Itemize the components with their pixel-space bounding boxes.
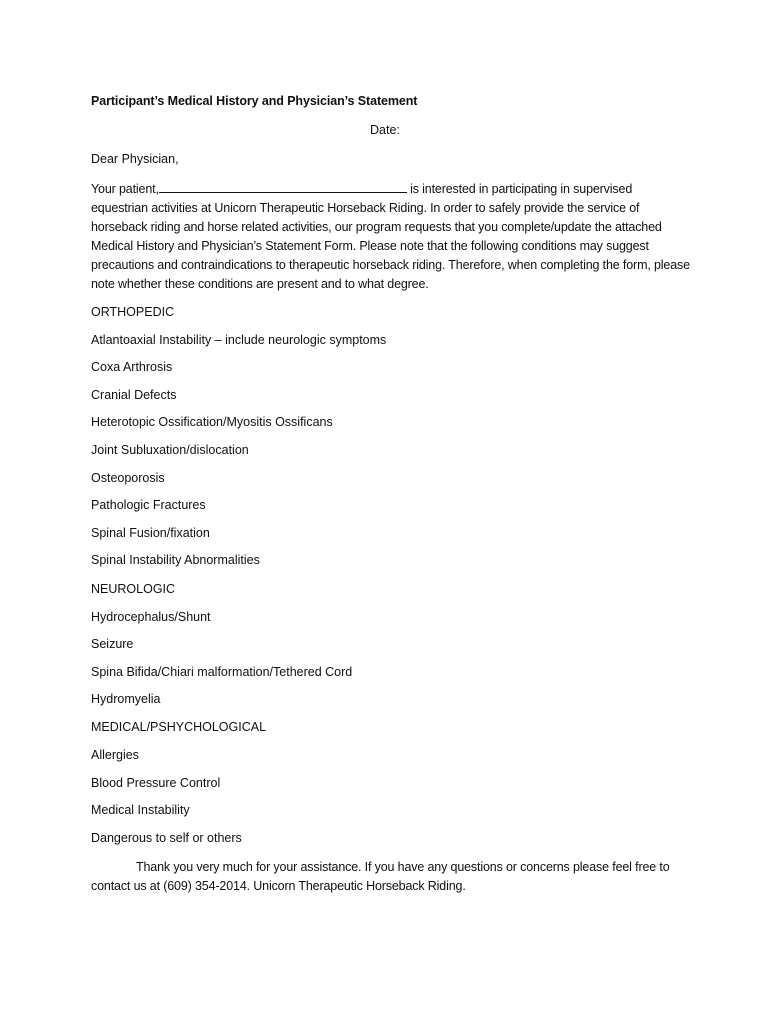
condition-item: Pathologic Fractures: [91, 498, 206, 512]
section-heading-orthopedic: ORTHOPEDIC: [91, 305, 175, 319]
condition-item: Osteoporosis: [91, 471, 165, 485]
greeting: Dear Physician,: [91, 152, 179, 166]
document-title: Participant’s Medical History and Physician’s Statement: [91, 94, 418, 108]
intro-paragraph: [91, 180, 691, 294]
condition-item: Seizure: [91, 637, 134, 651]
condition-item: Dangerous to self or others: [91, 831, 242, 845]
condition-item: Coxa Arthrosis: [91, 360, 173, 374]
condition-item: Spina Bifida/Chiari malformation/Tethered Cord: [91, 665, 353, 679]
condition-item: Heterotopic Ossification/Myositis Ossificans: [91, 415, 333, 429]
intro-text-start: Your patient,: [91, 182, 159, 196]
closing-paragraph: [91, 858, 691, 896]
condition-item: Medical Instability: [91, 803, 190, 817]
condition-item: Blood Pressure Control: [91, 776, 221, 790]
patient-name-blank: [159, 181, 407, 193]
section-heading-medical: MEDICAL/PSHYCHOLOGICAL: [91, 720, 267, 734]
condition-item: Joint Subluxation/dislocation: [91, 443, 249, 457]
section-heading-neurologic: NEUROLOGIC: [91, 582, 176, 596]
condition-item: Spinal Instability Abnormalities: [91, 553, 260, 567]
closing-text: Thank you very much for your assistance. If you have any questions or concerns please feel free to contact us at (609) 354-2014. Unicorn Therapeutic Horseback Riding.: [91, 860, 670, 893]
condition-item: Spinal Fusion/fixation: [91, 526, 210, 540]
condition-item: Hydrocephalus/Shunt: [91, 610, 211, 624]
condition-item: Cranial Defects: [91, 388, 177, 402]
condition-item: Atlantoaxial Instability – include neurologic symptoms: [91, 333, 387, 347]
condition-item: Allergies: [91, 748, 139, 762]
intro-text-rest: is interested in participating in supervised equestrian activities at Unicorn Therapeutic Horseback Riding. In order to safely provide the service of horseback riding and horse related activities, our program requests that you complete/update the attached Medical History and Physician’s Statement Form. Please note that the following conditions may suggest precautions and contraindications to therapeutic horseback riding. Therefore, when completing the form, please note whether these conditions are present and to what degree.: [91, 182, 690, 291]
date-label: Date:: [370, 123, 400, 137]
condition-item: Hydromyelia: [91, 692, 161, 706]
